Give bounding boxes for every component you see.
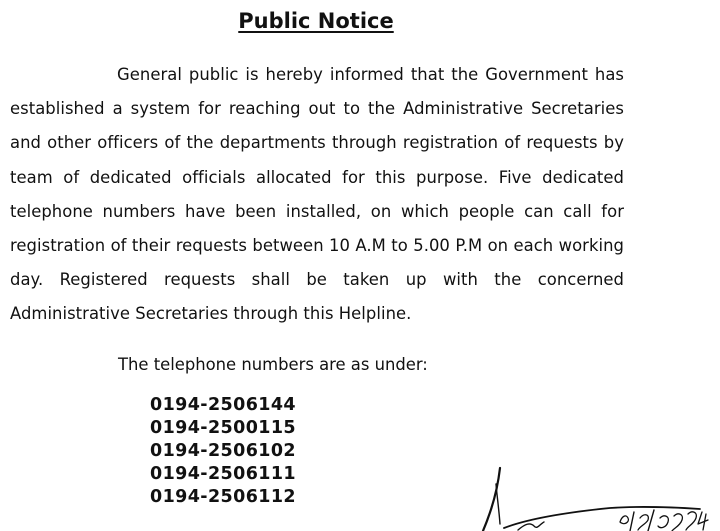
handwritten-signature xyxy=(470,460,720,531)
numbers-intro: The telephone numbers are as under: xyxy=(118,355,428,374)
notice-title: Public Notice xyxy=(238,9,394,33)
phone-number: 0194-2506102 xyxy=(150,441,297,461)
notice-body: General public is hereby informed that the Government has established a system for reaching out to the Administrative Secretaries and other officers of the departments through registration of requests by team of dedicated officials allocated for this purpose. Five dedicated telephone numbers have been installed, on which people can call for registration of their requests between 10 A.M to 5.00 P.M on each working day. Registered requests shall be taken up with the concerned Administrative Secretaries through this Helpline. xyxy=(10,65,624,324)
phone-number: 0194-2506144 xyxy=(150,395,297,415)
phone-number-list xyxy=(150,394,296,509)
phone-number: 0194-2500115 xyxy=(150,418,297,438)
phone-number: 0194-2506111 xyxy=(150,464,297,484)
phone-number: 0194-2506112 xyxy=(150,487,297,507)
